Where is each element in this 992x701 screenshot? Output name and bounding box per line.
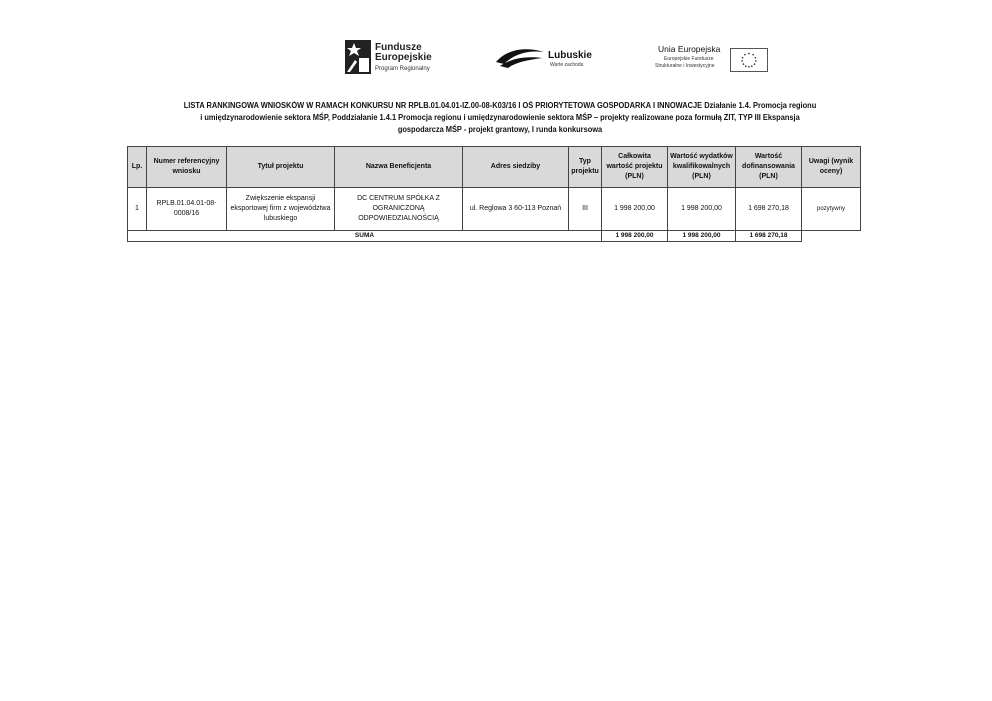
ranking-table [127, 146, 861, 242]
cell-nazwa: DC CENTRUM SPÓŁKA Z OGRANICZONĄ ODPOWIEDZIALNOŚCIĄ [335, 188, 463, 231]
lubuskie-name: Lubuskie [548, 50, 592, 61]
table-row [128, 188, 861, 231]
header-tytul: Tytuł projektu [227, 147, 335, 188]
lubuskie-swoosh-icon [494, 44, 546, 70]
unia-europejska-logo [650, 42, 780, 76]
table-header-row [128, 147, 861, 188]
header-nazwa: Nazwa Beneficjenta [335, 147, 463, 188]
title-line-1: LISTA RANKINGOWA WNIOSKÓW W RAMACH KONKURSU NR RPLB.01.04.01-IZ.00-08-K03/16 I OŚ PRIORYTETOWA GOSPODARKA I INNOWACJE Działanie 1.4. Promocja regionu [183, 101, 817, 110]
cell-lp: 1 [128, 188, 147, 231]
fundusze-star-icon [345, 40, 371, 74]
fundusze-line2: Europejskie [375, 52, 432, 63]
table-sum-row [128, 231, 861, 242]
sum-empty-cell [802, 231, 861, 242]
header-uwagi: Uwagi (wynik oceny) [802, 147, 861, 188]
header-adres: Adres siedziby [463, 147, 569, 188]
title-line-3: gospodarcza MŚP - projekt grantowy, I runda konkursowa [397, 125, 603, 134]
header-lp: Lp. [128, 147, 147, 188]
fundusze-line3: Program Regionalny [375, 66, 430, 72]
sum-label: SUMA [128, 231, 602, 242]
sum-dofinansowanie: 1 698 270,18 [736, 231, 802, 242]
header-wydatki: Wartość wydatków kwalifikowalnych (PLN) [668, 147, 736, 188]
header-dofinansowanie: Wartość dofinansowania (PLN) [736, 147, 802, 188]
fundusze-line1: Fundusze [375, 42, 422, 53]
sum-calkowita: 1 998 200,00 [602, 231, 668, 242]
lubuskie-logo [494, 42, 604, 76]
ue-line1: Unia Europejska [658, 44, 721, 54]
title-line-2: i umiędzynarodowienie sektora MŚP, Poddziałanie 1.4.1 Promocja regionu i umiędzynarodowienie sektora MŚP – projekty realizowane poza formułą ZIT, TYP III Ekspansja [200, 113, 800, 122]
sum-wydatki: 1 998 200,00 [668, 231, 736, 242]
header-numer: Numer referencyjny wniosku [147, 147, 227, 188]
cell-tytul: Zwiększenie ekspansji eksportowej firm z województwa lubuskiego [227, 188, 335, 231]
cell-wydatki: 1 998 200,00 [668, 188, 736, 231]
ue-line3: Strukturalne i Inwestycyjne [655, 63, 715, 69]
cell-uwagi: pozytywny [802, 188, 861, 231]
header-calkowita: Całkowita wartość projektu (PLN) [602, 147, 668, 188]
cell-adres: ul. Reglowa 3 60-113 Poznań [463, 188, 569, 231]
logos-header [0, 36, 992, 80]
header-typ: Typ projektu [569, 147, 602, 188]
fundusze-europejskie-logo [345, 40, 460, 80]
eu-flag-icon [730, 48, 768, 72]
cell-typ: III [569, 188, 602, 231]
cell-dofinansowanie: 1 698 270,18 [736, 188, 802, 231]
cell-numer: RPLB.01.04.01-08-0008/16 [147, 188, 227, 231]
document-title [147, 100, 854, 136]
lubuskie-sub: Warte zachodu [550, 62, 584, 68]
ue-line2: Europejskie Fundusze [664, 56, 714, 62]
cell-calkowita: 1 998 200,00 [602, 188, 668, 231]
